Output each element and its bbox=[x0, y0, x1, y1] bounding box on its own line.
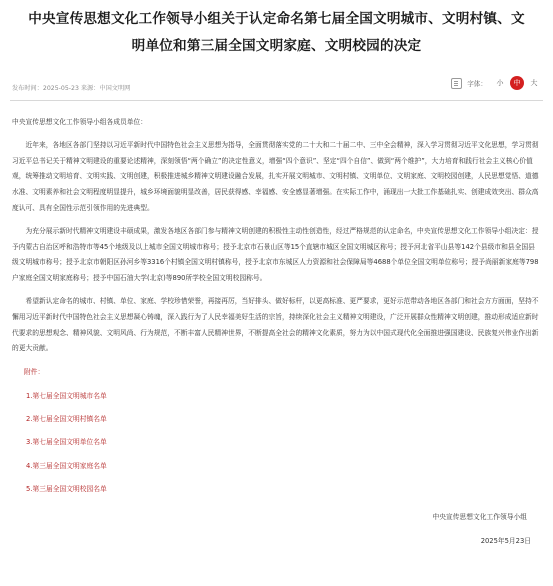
font-size-label: 字体： bbox=[467, 80, 487, 88]
article-meta-bar bbox=[10, 74, 543, 101]
sign-date: 2025年5月23日 bbox=[480, 536, 531, 545]
attachment-link-2[interactable]: 2.第七届全国文明村镇名单 bbox=[26, 414, 107, 423]
body-paragraph: 为充分展示新时代精神文明建设丰硕成果，激发各地区各部门参与精神文明创建的积极性主动性创造性，经过严格规范的认定命名，中央宣传思想文化工作领导小组决定：授予内蒙古自治区呼和浩特市等45个地级及以上城市全国文明城市称号；授予北京市石景山区等15个直辖市城区全国文明城区称号；授予河北省平山县等142个县级市和县全国县级文明城市称号；授予北京市朝阳区孙河乡等3316个村镇全国文明村镇称号，授予北京市东城区人力资源和社会保障局等4688个单位全国文明单位称号；授予尚丽新家庭等798户家庭全国文明家庭称号；授予中国石油大学(北京)等890所学校全国文明校园称号。 bbox=[12, 226, 539, 283]
attachment-link-4[interactable]: 4.第三届全国文明家庭名单 bbox=[26, 461, 107, 470]
signature: 中央宣传思想文化工作领导小组 bbox=[432, 512, 527, 521]
font-size-small-button[interactable]: 小 bbox=[496, 79, 504, 87]
font-size-medium-button[interactable]: 中 bbox=[510, 76, 524, 90]
addressee: 中央宣传思想文化工作领导小组各成员单位： bbox=[12, 118, 148, 126]
font-size-controls bbox=[451, 76, 541, 90]
article-page bbox=[0, 6, 553, 586]
body-paragraph: 近年来，各地区各部门坚持以习近平新时代中国特色社会主义思想为指导，全面贯彻落实党的二十大和二十届二中、三中全会精神，深入学习贯彻习近平文化思想，学习贯彻习近平总书记关于精神文明建设的重要论述精神，深刻领悟“两个确立”的决定性意义，增强“四个意识”、坚定“四个自信”、做到“两个维护”，大力培育和践行社会主义核心价值观，统筹推动文明培育、文明实践、文明创建，积极推进城乡精神文明建设融合发展，扎实开展文明城市、文明村镇、文明单位、文明家庭、文明校园创建，人民思想觉悟、道德水准、文明素养和社会文明程度明显提升，城乡环境面貌明显改善，居民获得感、幸福感、安全感显著增强。在实际工作中，涌现出一大批工作基础扎实、创建成效突出、群众高度认可、具有全国性示范引领作用的先进典型。 bbox=[12, 140, 539, 212]
attachments-label: 附件： bbox=[24, 368, 45, 377]
font-size-large-button[interactable]: 大 bbox=[530, 79, 538, 87]
publish-info bbox=[12, 83, 138, 92]
publish-date-source: 发布时间：2025-05-23 来源：中国文明网 bbox=[12, 85, 131, 92]
article-title: 中央宣传思想文化工作领导小组关于认定命名第七届全国文明城市、文明村镇、文明单位和第三届全国文明家庭、文明校园的决定 bbox=[28, 11, 525, 54]
share-icon[interactable] bbox=[451, 78, 462, 89]
body-paragraph: 希望新认定命名的城市、村镇、单位、家庭、学校珍惜荣誉，再接再厉，当好排头、做好标杆，以更高标准、更严要求，更好示范带动各地区各部门和社会方方面面，坚持不懈用习近平新时代中国特色社会主义思想凝心铸魂，深入践行为了人民幸福美好生活的宗旨，持续深化社会主义精神文明建设，广泛开展群众性精神文明创建，推动形成适应新时代要求的思想观念、精神风貌、文明风尚、行为规范，不断丰富人民精神世界，不断提高全社会的精神文化素质，努力为以中国式现代化全面推进强国建设、民族复兴伟业作出新的更大贡献。 bbox=[12, 296, 539, 353]
article-body bbox=[10, 115, 543, 550]
attachment-link-1[interactable]: 1.第七届全国文明城市名单 bbox=[26, 391, 107, 400]
attachment-link-5[interactable]: 5.第三届全国文明校园名单 bbox=[26, 485, 107, 494]
attachment-link-3[interactable]: 3.第七届全国文明单位名单 bbox=[26, 438, 107, 447]
